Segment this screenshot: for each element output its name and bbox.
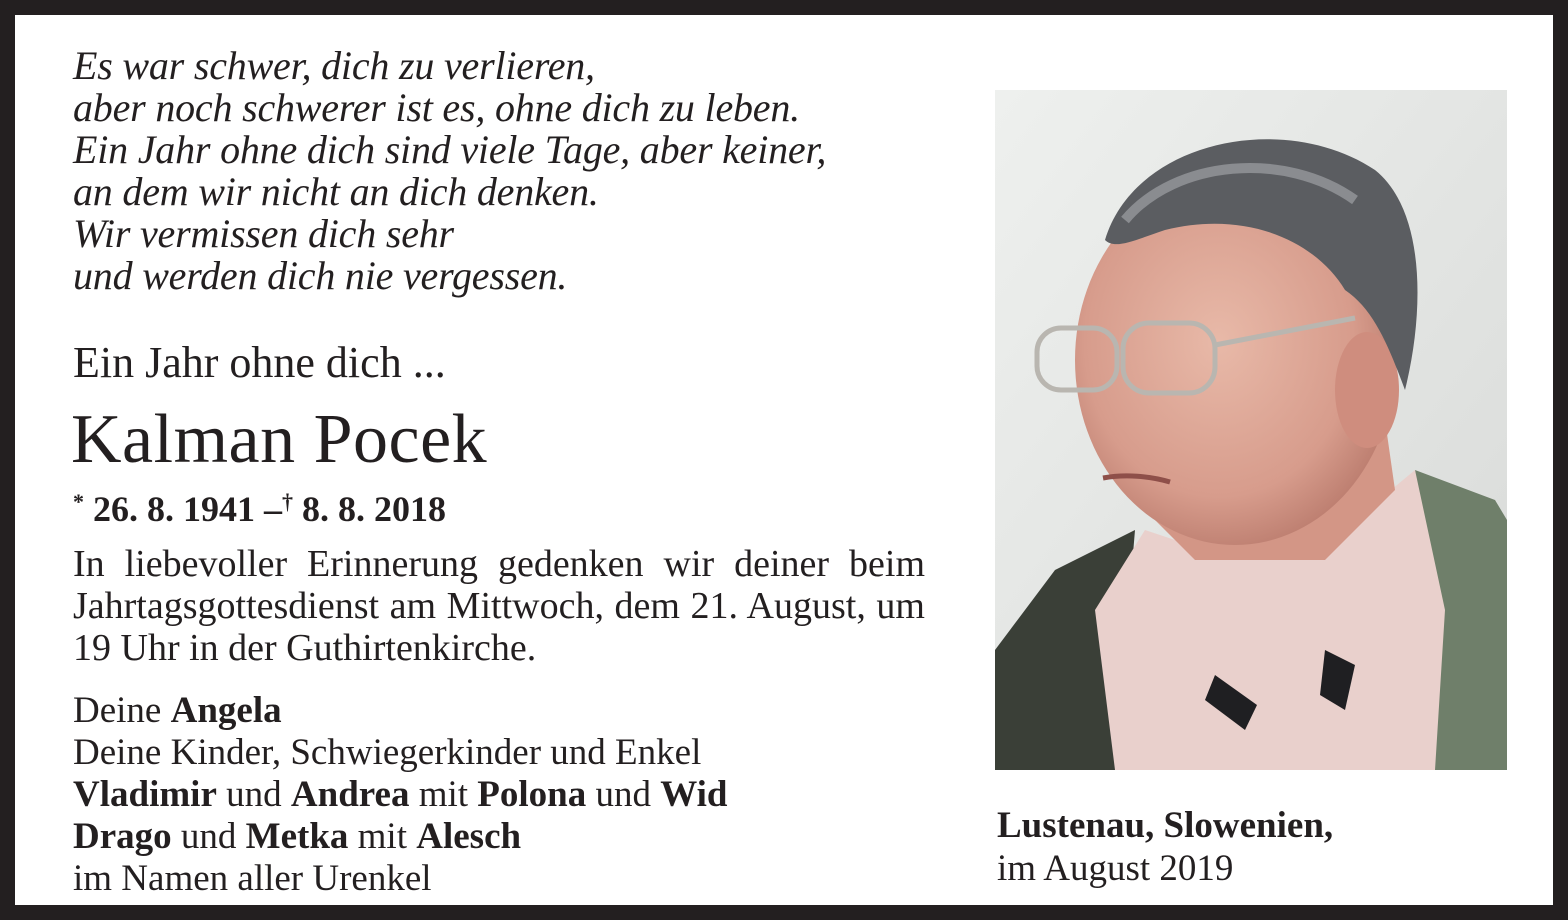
- poem-line: aber noch schwerer ist es, ohne dich zu leben.: [73, 85, 800, 130]
- family-connector: mit: [418, 774, 469, 815]
- family-line: Deine Kinder, Schwiegerkinder und Enkel: [73, 732, 702, 773]
- family-name: Angela: [170, 690, 282, 731]
- family-name: Vladimir: [73, 774, 217, 815]
- family-connector: und: [180, 816, 237, 857]
- life-dates: [73, 481, 446, 530]
- family-name: Alesch: [416, 816, 522, 857]
- birth-date: 26. 8. 1941: [93, 489, 255, 529]
- family-connector: mit: [357, 816, 407, 857]
- family-line: [73, 774, 727, 816]
- portrait-photo: [995, 90, 1507, 770]
- family-signatures: [73, 690, 727, 900]
- poem-line: Es war schwer, dich zu verlieren,: [73, 43, 595, 88]
- poem-line: und werden dich nie vergessen.: [73, 253, 568, 298]
- family-name: Drago: [73, 816, 172, 857]
- intro-heading: Ein Jahr ohne dich ...: [73, 338, 446, 387]
- poem: [73, 45, 826, 297]
- family-connector: und: [226, 774, 282, 815]
- poem-line: Wir vermissen dich sehr: [73, 211, 454, 256]
- family-connector: und: [595, 774, 652, 815]
- family-name: Metka: [245, 816, 349, 857]
- family-name: Polona: [477, 774, 587, 815]
- death-symbol: †: [282, 489, 293, 514]
- poem-line: an dem wir nicht an dich denken.: [73, 169, 599, 214]
- date-separator: –: [264, 489, 282, 529]
- family-line: [73, 690, 727, 732]
- family-name: Wid: [660, 774, 728, 815]
- date-line: im August 2019: [997, 848, 1234, 889]
- family-line: [73, 816, 727, 858]
- family-line: im Namen aller Urenkel: [73, 858, 432, 899]
- death-date: 8. 8. 2018: [302, 489, 446, 529]
- poem-line: Ein Jahr ohne dich sind viele Tage, aber keiner,: [73, 127, 827, 172]
- location: Lustenau, Slowenien,: [997, 805, 1334, 846]
- memorial-text: In liebevoller Erinnerung gedenken wir deiner beim Jahrtagsgottesdienst am Mittwoch, dem 21. August, um 19 Uhr in der Guthirtenkirche.: [73, 543, 925, 669]
- family-name: Andrea: [290, 774, 410, 815]
- birth-symbol: *: [73, 489, 84, 514]
- deceased-name: Kalman Pocek: [71, 401, 488, 478]
- family-prefix: Deine: [73, 690, 162, 731]
- portrait-illustration: [995, 90, 1507, 770]
